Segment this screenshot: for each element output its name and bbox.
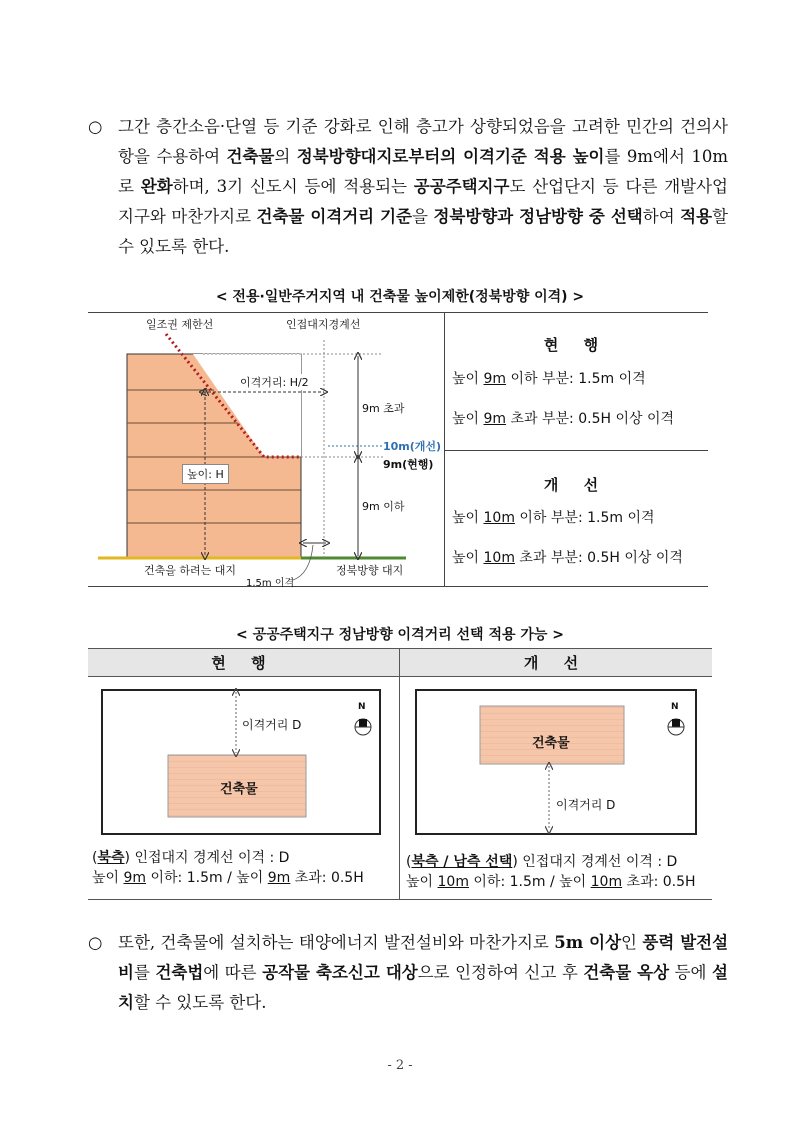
improved-distance-label: 이격거리 D (556, 798, 616, 812)
emphasis-text: 완화 (140, 177, 173, 196)
body-text: 를 9m에서 10m로 (118, 147, 728, 196)
current-line-2-a: 높이 (92, 870, 124, 886)
body-text: 하며, 3기 신도시 등에 적용되는 (172, 177, 414, 196)
current-row-2 (452, 408, 674, 428)
emphasis-text: 설치 (118, 963, 728, 1012)
figure-2-bottom-rule (88, 899, 712, 900)
body-text: 인 (621, 933, 643, 952)
current-line-2-v1: 9m (123, 870, 147, 886)
paragraph-1-body (118, 112, 728, 262)
page-number: - 2 - (387, 1058, 413, 1073)
improved-site-diagram (400, 684, 712, 844)
current-distance-label: 이격거리 D (242, 718, 302, 732)
figure-2-current-header: 현 행 (211, 654, 276, 672)
current-text (92, 848, 364, 888)
current-line-1: (북측) 인접대지 경계선 이격 : D (92, 850, 290, 866)
improved-line-2 (406, 872, 696, 892)
improved-row-2-value: 10m (483, 550, 515, 566)
figure-2-caption: < 공공주택지구 정남방향 이격거리 선택 적용 가능 > (235, 627, 565, 643)
improved-line-2-v2: 10m (590, 874, 623, 890)
current-building-label: 건축물 (220, 782, 258, 797)
current-row-2-a: 높이 (452, 411, 484, 427)
current-row-2-value: 9m (483, 411, 507, 427)
emphasis-text: 건축물 옥상 (583, 963, 670, 982)
improved-row-2-a: 높이 (452, 550, 484, 566)
bullet: ○ (88, 933, 103, 952)
over-9m-label: 9m 초과 (362, 402, 405, 415)
current-line-2 (92, 868, 364, 888)
body-text: 을 (412, 207, 434, 226)
body-text: 할 수 있도록 한다. (118, 207, 728, 256)
build-site-label: 건축을 하려는 대지 (144, 564, 237, 577)
current-side: 북측 (97, 850, 125, 866)
body-text: 에 따른 (203, 963, 263, 982)
height-label: 높이: H (182, 464, 229, 484)
body-text: 하여 (642, 207, 681, 226)
current-row-2-b: 초과 부분: 0.5H 이상 이격 (506, 411, 674, 427)
figure-2 (88, 648, 712, 900)
gap-label: 1.5m 이격 (246, 578, 295, 589)
figure-1-improved-title: 개 선 (543, 476, 609, 494)
improved-line-2-v1: 10m (437, 874, 469, 890)
body-text: 할 수 있도록 한다. (133, 993, 267, 1012)
improved-side: 북측 / 남측 선택 (411, 854, 513, 870)
improved-row-1-value: 10m (483, 510, 515, 526)
current-line-2-c: 초과: 0.5H (290, 870, 364, 886)
emphasis-text: 정북방향대지로부터의 이격기준 적용 높이 (296, 147, 605, 166)
current-line-2-b: 이하: 1.5m / 높이 (146, 870, 268, 886)
body-text: 를 (133, 963, 156, 982)
improved-row-1 (452, 507, 655, 527)
compass-icon (668, 719, 684, 735)
improved-line-2-c: 초과: 0.5H (622, 874, 696, 890)
improved-row-2 (452, 547, 683, 567)
improved-building-label: 건축물 (532, 736, 570, 751)
emphasis-text: 적용 (680, 207, 713, 226)
figure-1-current-title: 현 행 (543, 336, 609, 354)
bullet: ○ (88, 117, 103, 136)
current-north-label: N (358, 702, 366, 712)
setback-label: 이격거리: H/2 (240, 376, 309, 389)
figure-1-caption: < 전용·일반주거지역 내 건축물 높이제한(정북방향 이격) > (215, 289, 585, 305)
current-site-diagram (88, 684, 399, 844)
body-text: 또한, 건축물에 설치하는 태양에너지 발전설비와 마찬가지로 (118, 933, 555, 952)
emphasis-text: 건축물 이격거리 기준 (256, 207, 412, 226)
emphasis-text: 정북방향과 정남방향 중 선택 (433, 207, 643, 226)
current-row-1-value: 9m (483, 371, 507, 387)
emphasis-text: 건축물 (226, 147, 275, 166)
body-text: 그간 층간소음·단열 등 기준 강화로 인해 층고가 상향되었음을 고려한 민간의 건의사항을 수용하여 (118, 117, 728, 166)
sunlight-limit-label: 일조권 제한선 (146, 318, 214, 331)
improved-row-1-b: 이하 부분: 1.5m 이격 (514, 510, 655, 526)
emphasis-text: 공작물 축조신고 대상 (262, 963, 418, 982)
paragraph-2 (88, 928, 728, 1018)
ten-meter-label: 10m(개선) (383, 440, 442, 453)
figure-1 (88, 312, 708, 587)
figure-1-row-divider (444, 450, 708, 451)
paragraph-1 (88, 112, 728, 262)
paragraph-2-body (118, 928, 728, 1018)
boundary-label: 인접대지경계선 (286, 318, 361, 331)
emphasis-text: 5m 이상 (554, 933, 622, 952)
north-site-label: 정북방향 대지 (336, 564, 404, 577)
improved-row-1-a: 높이 (452, 510, 484, 526)
emphasis-text: 공공주택지구 (413, 177, 510, 196)
body-text: 으로 인정하여 신고 후 (417, 963, 584, 982)
nine-meter-label: 9m(현행) (383, 458, 434, 471)
body-text: 의 (274, 147, 297, 166)
current-line-2-v2: 9m (267, 870, 291, 886)
figure-2-improved-header: 개 선 (523, 654, 589, 672)
current-line-1-rest: 인접대지 경계선 이격 : D (130, 850, 290, 866)
emphasis-text: 건축법 (155, 963, 204, 982)
compass-icon (355, 719, 371, 735)
body-text: 등에 (669, 963, 713, 982)
improved-line-1: (북측 / 남측 선택) 인접대지 경계선 이격 : D (406, 854, 678, 870)
improved-text (406, 852, 696, 892)
under-9m-label: 9m 이하 (362, 500, 405, 513)
improved-line-2-b: 이하: 1.5m / 높이 (468, 874, 591, 890)
improved-line-1-rest: 인접대지 경계선 이격 : D (517, 854, 678, 870)
emphasis-text: 풍력 발전설비 (118, 933, 729, 982)
body-text: 도 산업단지 등 다른 개발사업지구와 마찬가지로 (118, 177, 728, 226)
current-row-1-a: 높이 (452, 371, 484, 387)
improved-north-label: N (671, 702, 679, 712)
current-row-1 (452, 368, 646, 388)
improved-line-2-a: 높이 (406, 874, 438, 890)
current-row-1-b: 이하 부분: 1.5m 이격 (506, 371, 646, 387)
improved-row-2-b: 초과 부분: 0.5H 이상 이격 (514, 550, 683, 566)
